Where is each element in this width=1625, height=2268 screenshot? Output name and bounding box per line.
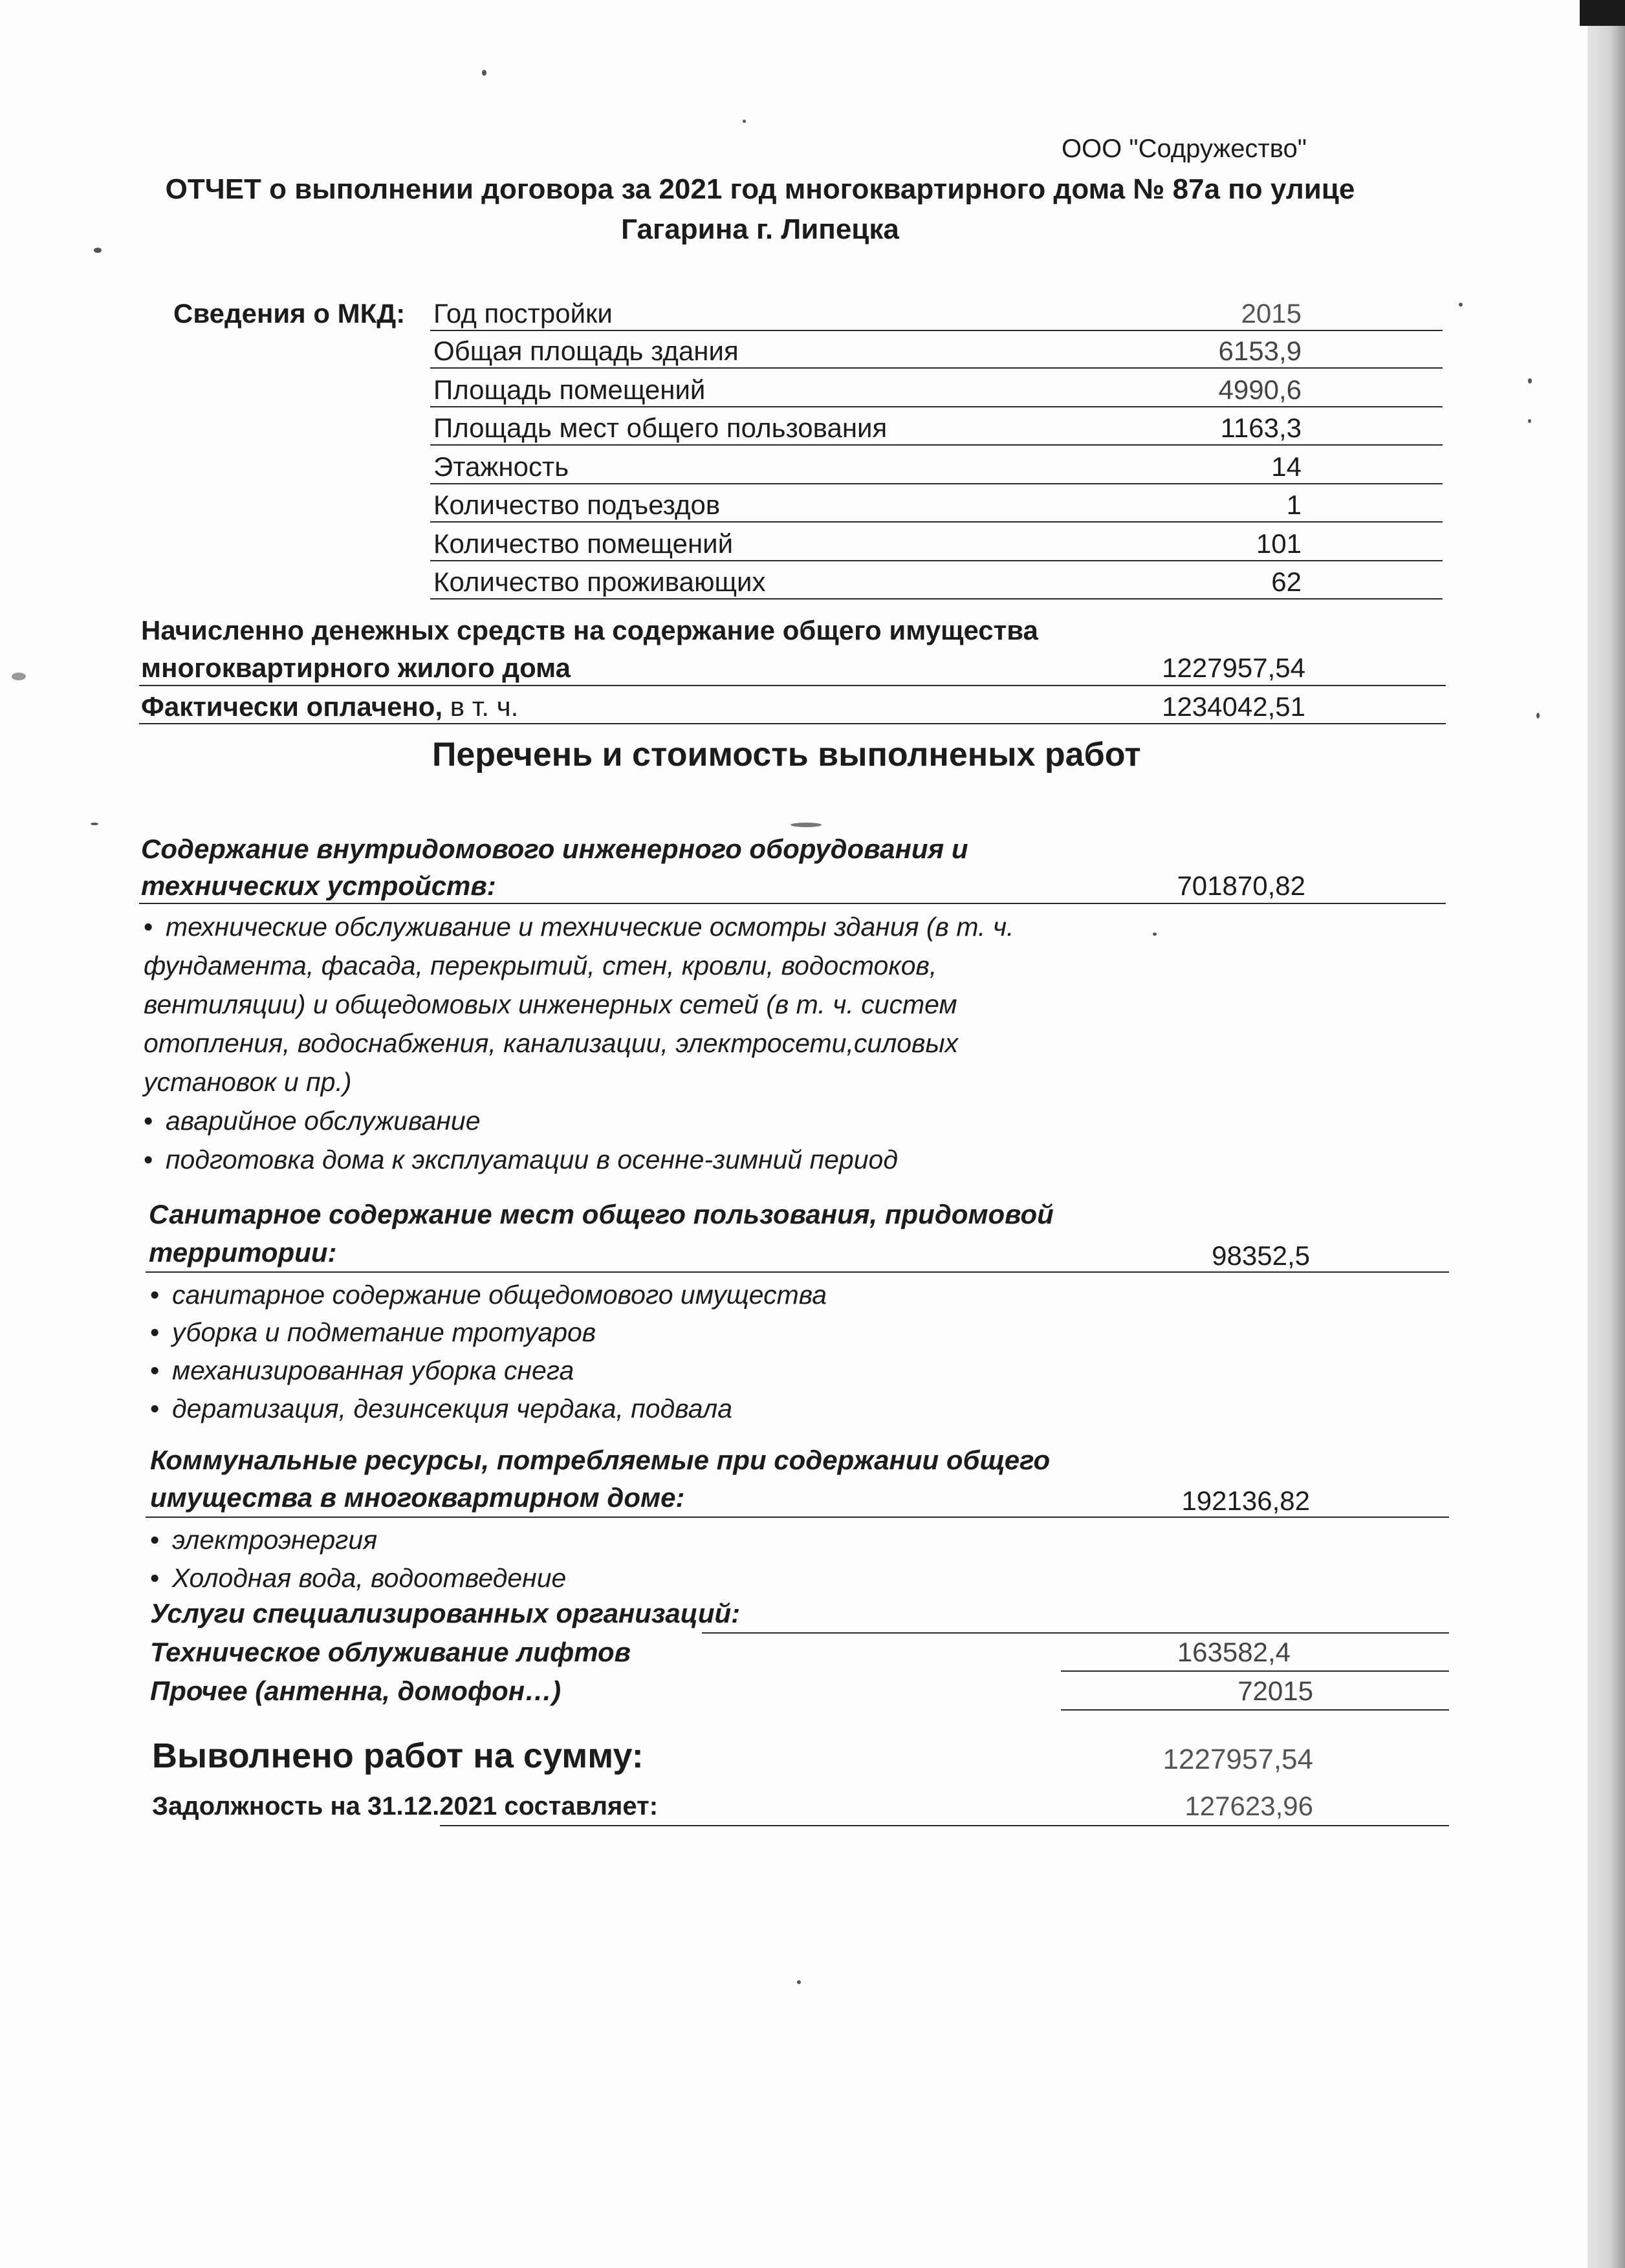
list-item: • дератизация, дезинсекция чердака, подвала <box>150 1389 732 1428</box>
scan-speck <box>1528 378 1532 383</box>
report-title-line-2: Гагарина г. Липецка <box>621 213 899 245</box>
bullet-icon: • <box>144 1145 153 1174</box>
row-divider <box>440 1825 1449 1826</box>
row-divider <box>702 1632 1449 1634</box>
list-item: • аварийное обслуживание <box>144 1101 481 1140</box>
report-title-line-1: ОТЧЕТ о выполнении договора за 2021 год многоквартирного дома № 87а по улице <box>165 173 1355 205</box>
debt-value: 127623,96 <box>1184 1791 1313 1821</box>
utilities-title-line-1: Коммунальные ресурсы, потребляемые при содержании общего <box>150 1445 1051 1475</box>
scan-speck <box>743 120 746 123</box>
list-item-continuation: вентиляции) и общедомовых инженерных сетей (в т. ч. систем <box>144 989 957 1019</box>
mkd-row-value: 62 <box>1271 567 1302 597</box>
bullet-icon: • <box>144 1106 153 1136</box>
row-divider <box>146 1271 1449 1273</box>
mkd-row-label: Количество помещений <box>433 528 734 559</box>
paid-value: 1234042,51 <box>1162 691 1305 722</box>
mkd-row-value: 101 <box>1256 528 1302 559</box>
list-item: • Холодная вода, водоотведение <box>150 1559 566 1597</box>
list-item: • подготовка дома к эксплуатации в осенне-зимний период <box>144 1140 898 1179</box>
maintenance-title-line-1: Содержание внутридомового инженерного оборудования и <box>141 834 968 864</box>
elevators-value: 163582,4 <box>1177 1637 1291 1667</box>
row-divider <box>146 1517 1449 1518</box>
bullet-icon: • <box>150 1525 160 1555</box>
mkd-row-label: Площадь мест общего пользования <box>433 413 888 443</box>
row-divider <box>430 406 1443 407</box>
list-item: • санитарное содержание общедомового имущества <box>150 1275 827 1314</box>
row-divider <box>430 598 1443 599</box>
scan-speck <box>94 248 102 253</box>
specialized-title: Услуги специализированных организаций: <box>150 1598 741 1628</box>
charged-value: 1227957,54 <box>1162 653 1305 683</box>
mkd-row-label: Год постройки <box>433 298 613 329</box>
bullet-icon: • <box>150 1317 160 1347</box>
mkd-row-value: 6153,9 <box>1218 336 1302 366</box>
list-item: • технические обслуживание и технические осмотры здания (в т. ч. <box>144 907 1014 946</box>
scan-speck <box>791 823 822 827</box>
row-divider <box>430 444 1443 446</box>
bullet-icon: • <box>150 1280 160 1310</box>
mkd-row-label: Количество подъездов <box>433 490 721 520</box>
charged-label-line-2: многоквартирного жилого дома <box>141 653 571 683</box>
list-item-continuation: отопления, водоснабжения, канализации, электросети,силовых <box>144 1028 959 1058</box>
scan-speck <box>1528 419 1531 423</box>
bullet-icon: • <box>150 1394 160 1423</box>
sanitary-title-line-1: Санитарное содержание мест общего пользования, придомовой <box>149 1199 1054 1229</box>
scan-speck <box>797 1980 801 1984</box>
row-divider <box>139 903 1446 904</box>
list-item: • электроэнергия <box>150 1520 377 1559</box>
charged-label-line-1: Начисленно денежных средств на содержание общего имущества <box>141 615 1038 645</box>
scan-speck <box>12 673 26 680</box>
paid-label-regular: в т. ч. <box>442 691 519 722</box>
list-item-continuation: установок и пр.) <box>144 1067 352 1097</box>
mkd-row-label: Общая площадь здания <box>433 336 739 366</box>
debt-label: Задолжность на 31.12.2021 составляет: <box>152 1792 659 1820</box>
mkd-row-label: Площадь помещений <box>433 374 706 405</box>
works-heading: Перечень и стоимость выполненых работ <box>432 736 1141 773</box>
list-item-continuation: фундамента, фасада, перекрытий, стен, кровли, водостоков, <box>144 951 937 980</box>
row-divider <box>1061 1670 1449 1672</box>
mkd-row-value: 14 <box>1271 451 1302 482</box>
mkd-row-value: 4990,6 <box>1218 374 1302 405</box>
mkd-row-label: Этажность <box>433 451 569 482</box>
bullet-icon: • <box>150 1355 160 1385</box>
total-label: Выволнено работ на сумму: <box>152 1736 644 1775</box>
utilities-title-line-2: имущества в многоквартирном доме: <box>150 1482 685 1513</box>
mkd-row-label: Количество проживающих <box>433 567 766 597</box>
bullet-icon: • <box>150 1563 160 1593</box>
scan-speck <box>91 823 98 825</box>
other-services-value: 72015 <box>1238 1676 1313 1706</box>
row-divider <box>430 560 1443 561</box>
list-item: • механизированная уборка снега <box>150 1351 574 1390</box>
row-divider <box>430 330 1443 331</box>
paid-label <box>141 691 518 723</box>
paid-label-bold: Фактически оплачено, <box>141 691 443 722</box>
maintenance-value: 701870,82 <box>1177 870 1305 901</box>
elevators-label: Техническое облуживание лифтов <box>150 1637 631 1667</box>
row-divider <box>1061 1709 1449 1711</box>
mkd-section-label: Сведения о МКД: <box>173 298 406 329</box>
row-divider <box>139 685 1446 686</box>
sanitary-value: 98352,5 <box>1212 1240 1310 1271</box>
total-value: 1227957,54 <box>1162 1744 1313 1775</box>
mkd-row-value: 2015 <box>1241 298 1302 329</box>
scan-speck <box>1459 303 1463 307</box>
other-services-label: Прочее (антенна, домофон…) <box>150 1676 562 1706</box>
scan-speck <box>1536 713 1540 718</box>
sanitary-title-line-2: территории: <box>149 1237 337 1268</box>
row-divider <box>139 723 1446 724</box>
maintenance-title-line-2: технических устройств: <box>141 870 496 901</box>
scan-speck <box>482 70 486 76</box>
row-divider <box>430 483 1443 484</box>
mkd-row-value: 1163,3 <box>1220 413 1302 443</box>
bullet-icon: • <box>144 912 153 942</box>
scan-speck <box>1153 933 1157 936</box>
utilities-value: 192136,82 <box>1181 1485 1310 1516</box>
organization-name: ООО "Содружество" <box>1061 135 1307 163</box>
list-item: • уборка и подметание тротуаров <box>150 1313 596 1352</box>
scan-edge <box>1587 0 1625 2268</box>
scan-edge-corner <box>1580 0 1625 26</box>
row-divider <box>430 367 1443 369</box>
mkd-row-value: 1 <box>1286 490 1302 520</box>
row-divider <box>430 521 1443 523</box>
